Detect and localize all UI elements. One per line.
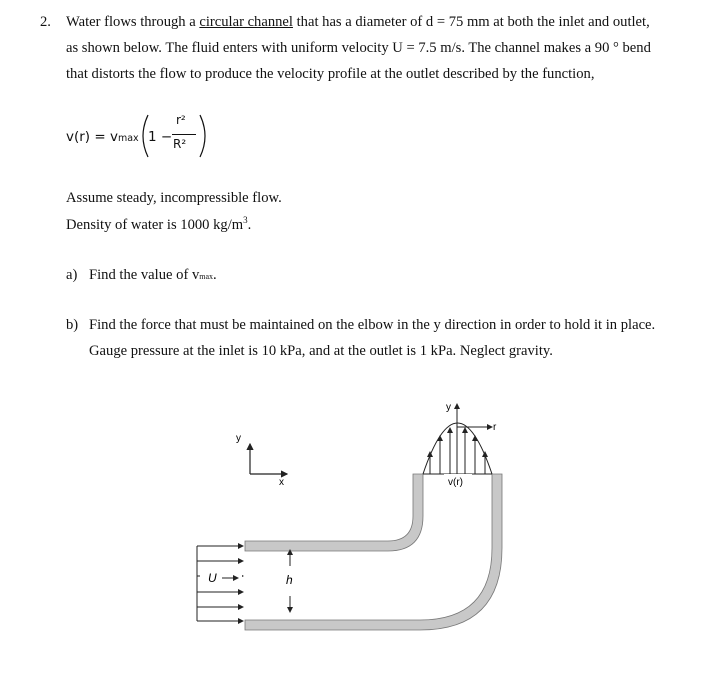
part-a-label: a) [66,267,78,283]
part-b-line-1: Find the force that must be maintained on the elbow in the y direction in order to hold it in place. [89,317,656,333]
part-a-sub: max [199,272,214,281]
equation-lhs: v(r) = vmax [66,129,139,145]
outlet-velocity-profile [423,404,492,474]
axis-y-label: y [236,433,241,444]
part-a-text: Find the value of vmax. [89,267,217,283]
height-label: h [286,573,293,587]
assumption-line-2: Density of water is 1000 $kg/m^3$. [66,215,252,233]
problem-line-2: as shown below. The fluid enters with uniform velocity U = 7.5 m/s. The channel makes a 90 ° bend [66,40,651,56]
part-b-label: b) [66,317,79,333]
outlet-r-label: r [493,422,497,433]
elbow-inner-wall [245,474,502,630]
problem-line-1-post: that has a diameter of d = 75 mm at both the inlet and outlet, [292,14,650,30]
part-b-line-2: Gauge pressure at the inlet is 10 kPa, and at the outlet is 1 kPa. Neglect gravity. [89,343,553,359]
problem-number: 2. [40,14,51,30]
equation-denominator: R² [173,137,187,151]
problem-line-1-pre: Water flows through a [66,14,200,30]
equation-one-minus: 1 − [148,129,173,145]
coordinate-axes [250,444,287,474]
inlet-velocity-label: U [208,571,217,585]
axis-x-label: x [279,477,284,488]
outlet-y-label: y [446,402,451,413]
assumption-line-1: Assume steady, incompressible flow. [66,190,282,206]
problem-line-3: that distorts the flow to produce the velocity profile at the outlet described by the function, [66,66,595,82]
profile-label: v(r) [448,477,463,488]
equation-numerator: r² [176,113,186,127]
equation-vmax-sub: max [117,133,139,144]
circular-channel-link: circular channel [199,14,293,30]
elbow-outer-wall [245,474,423,551]
superscript-3: 3 [243,215,248,225]
